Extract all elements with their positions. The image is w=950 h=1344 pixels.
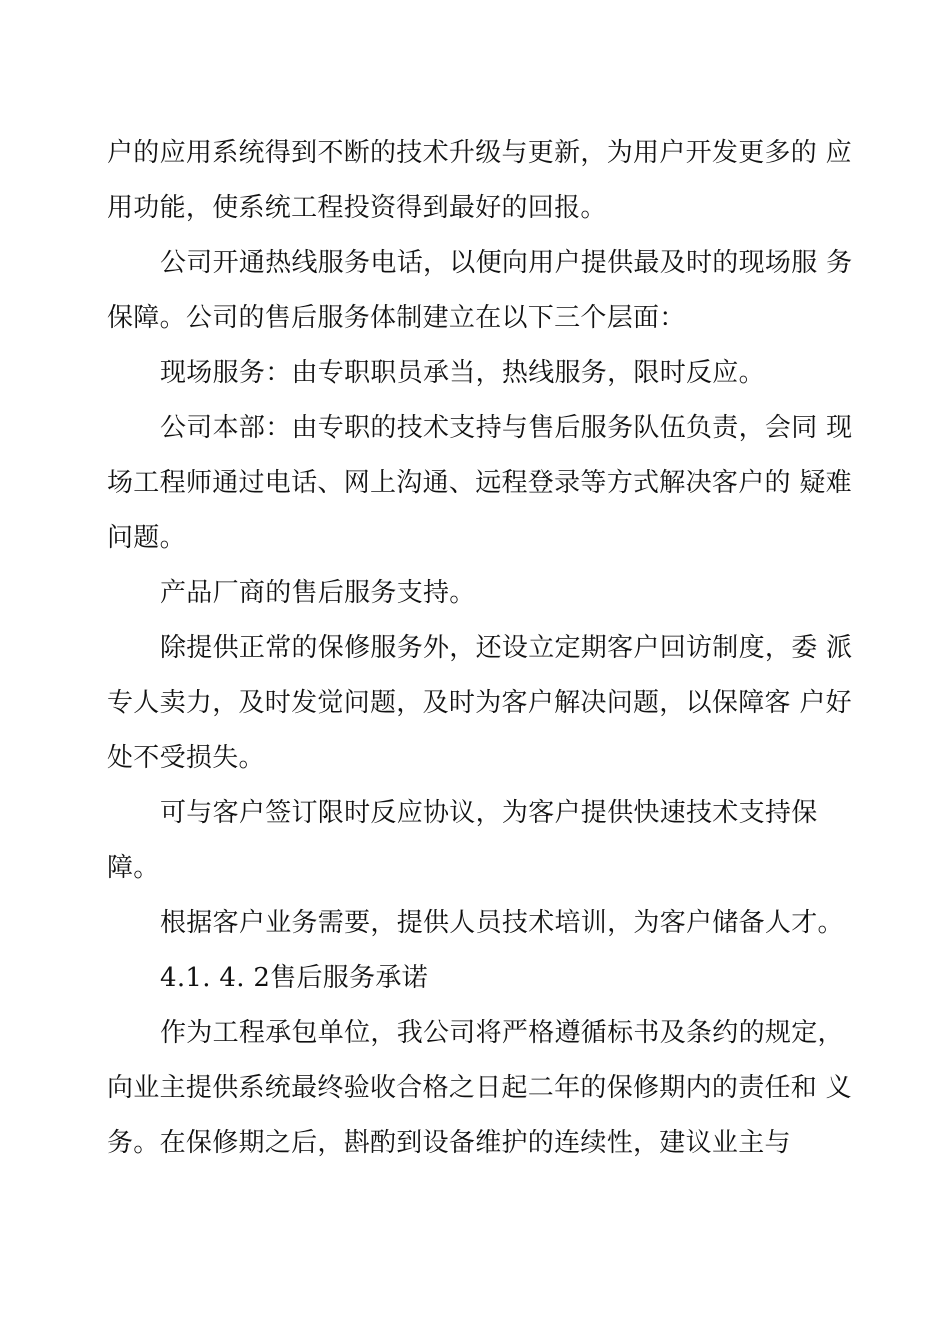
text-line: 产品厂商的售后服务支持。 [160, 578, 476, 608]
text-line: 可与客户签订限时反应协议，为客户提供快速技术支持保 [160, 798, 818, 828]
text-line: 保障。公司的售后服务体制建立在以下三个层面： [107, 303, 686, 333]
text-line: 公司本部：由专职的技术支持与售后服务队伍负责，会同 现 [160, 413, 853, 443]
text-line: 现场服务：由专职职员承当，热线服务，限时反应。 [160, 358, 765, 388]
text-line: 作为工程承包单位，我公司将严格遵循标书及条约的规定， [160, 1018, 844, 1048]
text-line: 问题。 [107, 523, 186, 553]
text-line: 障。 [107, 853, 160, 883]
text-line: 专人卖力，及时发觉问题，及时为客户解决问题，以保障客 户好 [107, 688, 852, 718]
section-heading: 4.1. 4. 2售后服务承诺 [160, 963, 428, 993]
text-line: 向业主提供系统最终验收合格之日起二年的保修期内的责任和 义 [107, 1073, 852, 1103]
text-line: 务。在保修期之后，斟酌到设备维护的连续性，建议业主与 [107, 1128, 791, 1158]
text-line: 处不受损失。 [107, 743, 265, 773]
text-line: 场工程师通过电话、网上沟通、远程登录等方式解决客户的 疑难 [107, 468, 852, 498]
text-line: 用功能，使系统工程投资得到最好的回报。 [107, 193, 607, 223]
text-line: 公司开通热线服务电话，以便向用户提供最及时的现场服 务 [160, 248, 853, 278]
text-line: 除提供正常的保修服务外，还设立定期客户回访制度，委 派 [160, 633, 853, 663]
text-line: 根据客户业务需要，提供人员技术培训，为客户储备人才。 [160, 908, 844, 938]
text-line: 户的应用系统得到不断的技术升级与更新，为用户开发更多的 应 [107, 138, 852, 168]
